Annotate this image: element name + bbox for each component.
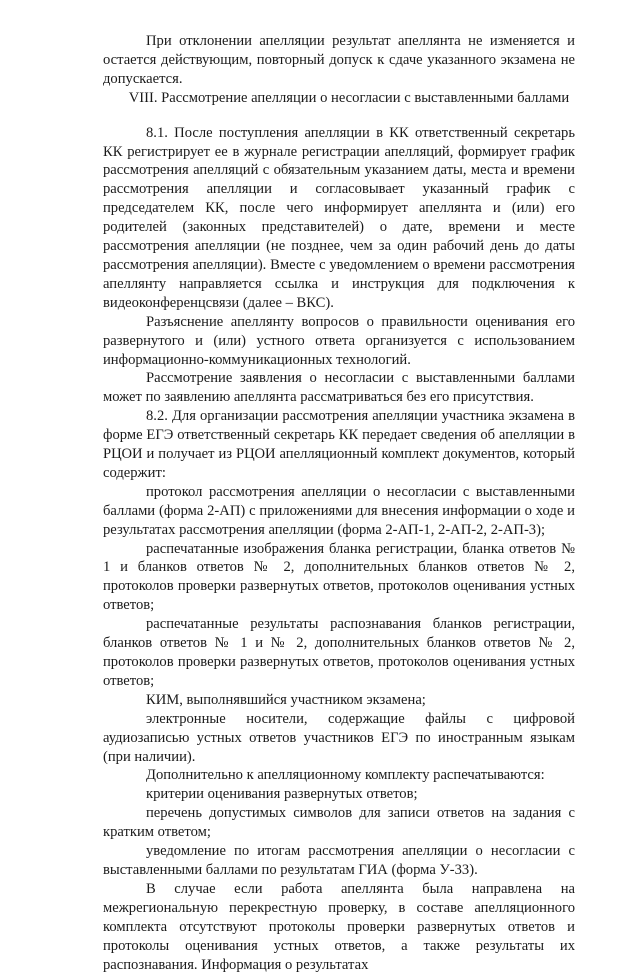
list-item: протокол рассмотрения апелляции о несогласии с выставленными баллами (форма 2-АП) с приложениями для внесения информации о ходе и результатах рассмотрения апелляции (форма 2-АП-1, 2-АП-2, 2-АП-3); (103, 483, 575, 538)
list-item: распечатанные результаты распознавания бланков регистрации, бланков ответов № 1 и № 2, дополнительных бланков ответов № 2, протоколов проверки развернутых ответов, протоколов оценивания устных ответов; (103, 616, 575, 689)
intro-paragraph: При отклонении апелляции результат апеллянта не изменяется и остается действующим, повторный допуск к сдаче указанного экзамена не допускается. (103, 33, 575, 87)
list-item: КИМ, выполнявшийся участником экзамена; (146, 691, 426, 708)
document-body (103, 32, 575, 974)
list-item: электронные носители, содержащие файлы с цифровой аудиозаписью устных ответов участников ЕГЭ по иностранным языкам (при наличии). (103, 710, 575, 765)
list-item: перечень допустимых символов для записи ответов на задания с кратким ответом; (103, 805, 575, 841)
paragraph-absence: Рассмотрение заявления о несогласии с выставленными баллами может по заявлению апеллянта рассматриваться без его присутствия. (103, 370, 575, 406)
list-item: уведомление по итогам рассмотрения апелляции о несогласии с выставленными баллами по результатам ГИА (форма У-33). (103, 843, 575, 878)
section-title: VIII. Рассмотрение апелляции о несогласии с выставленными баллами (128, 89, 570, 106)
additional-list (103, 785, 575, 880)
list-item: распечатанные изображения бланка регистрации, бланка ответов № 1 и бланков ответов № 2, дополнительных бланков ответов № 2, протоколов проверки развернутых ответов, протоколов оценивания устных ответов; (103, 540, 575, 614)
paragraph-additional: Дополнительно к апелляционному комплекту распечатываются: (146, 767, 545, 784)
paragraph-8-2: 8.2. Для организации рассмотрения апелляции участника экзамена в форме ЕГЭ ответственный секретарь КК передает сведения об апелляции в РЦОИ и получает из РЦОИ апелляционный комплект документов, который содержит: (103, 408, 575, 481)
paragraph-cross-check: В случае если работа апеллянта была направлена на межрегиональную перекрестную проверку, в составе апелляционного комплекта отсутствуют протоколы проверки развернутых ответов и протоколы оценивания устных ответов, а также результаты их распознавания. Информация о результатах (103, 880, 575, 973)
kit-list (103, 483, 575, 767)
paragraph-8-1: 8.1. После поступления апелляции в КК ответственный секретарь КК регистрирует ее в журнале регистрации апелляций, формирует график рассмотрения апелляций с обязательным указанием даты, места и времени рассмотрения апелляции и согласовывает указанный график с председателем КК, после чего информирует апеллянта и (или) его родителей (законных представителей) о дате, времени и месте рассмотрения апелляции (не позднее, чем за один рабочий день до даты рассмотрения апелляции). Вместе с уведомлением о времени рассмотрения апеллянту направляется ссылка и инструкция для подключения к видеоконференцсвязи (далее – ВКС). (103, 124, 575, 311)
paragraph-explanation: Разъяснение апеллянту вопросов о правильности оценивания его развернутого и (или) устного ответа организуется с использованием информационно-коммуникационных технологий. (103, 313, 575, 368)
list-item: критерии оценивания развернутых ответов; (146, 786, 418, 803)
